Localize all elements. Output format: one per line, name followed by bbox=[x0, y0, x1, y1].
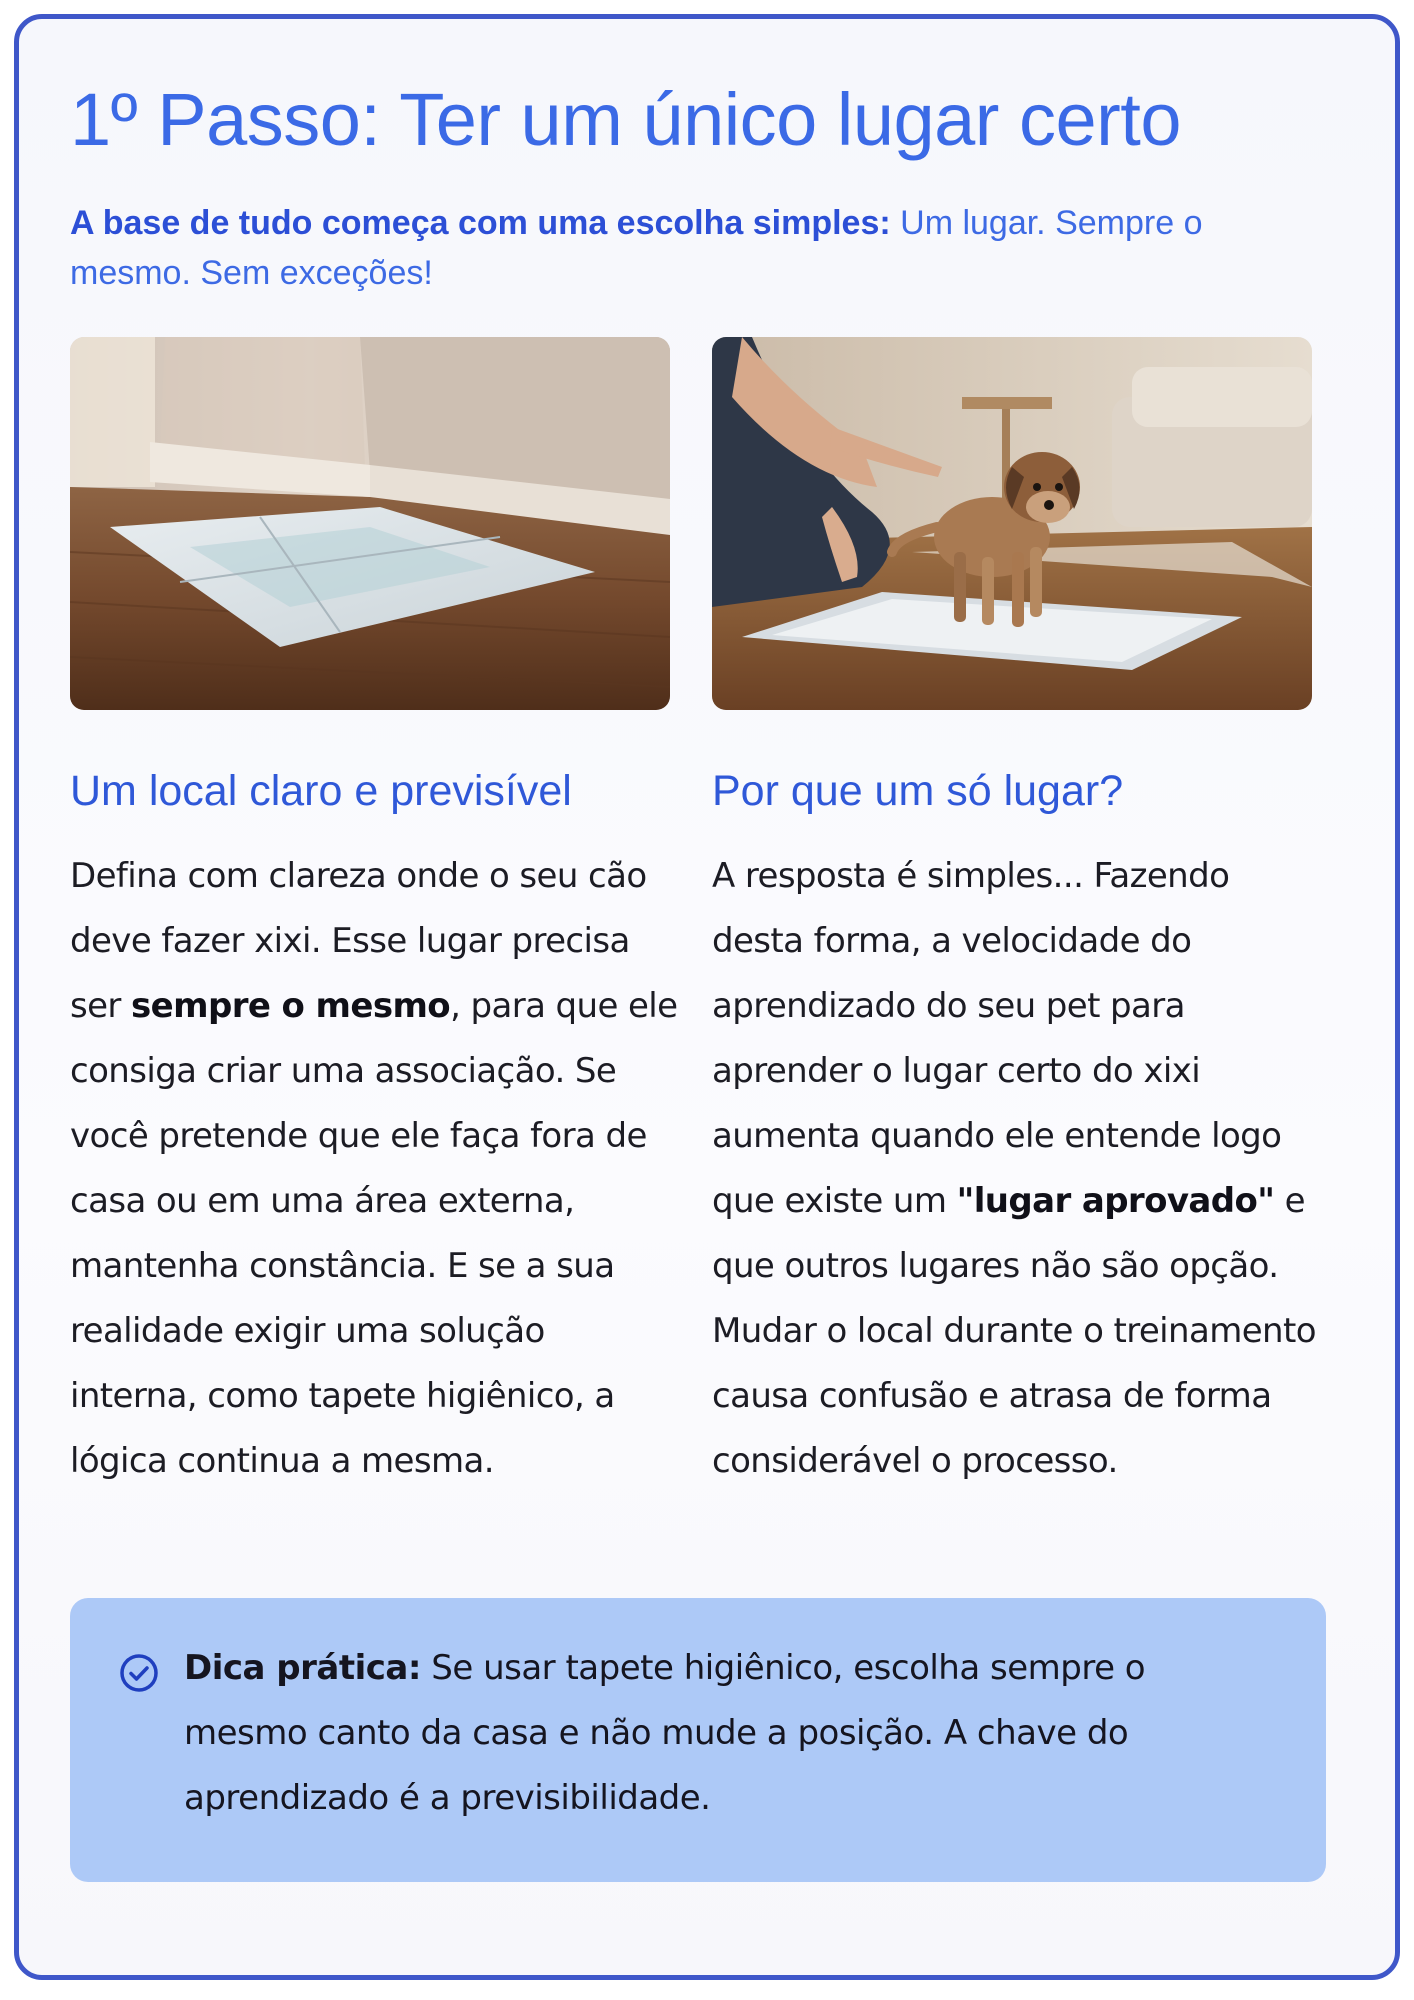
tip-text bbox=[184, 1636, 1274, 1831]
right-column-text bbox=[712, 844, 1322, 1494]
right-column bbox=[712, 760, 1322, 1494]
left-text-bold: sempre o mesmo bbox=[131, 986, 451, 1026]
pee-pad-image bbox=[70, 337, 670, 710]
tip-label: Dica prática: bbox=[184, 1648, 421, 1688]
check-circle-icon bbox=[118, 1652, 160, 1694]
subtitle-rest: Um lugar. Sempre o mesmo. Sem exceções! bbox=[70, 204, 1203, 292]
right-text-part-2: e que outros lugares não são opção. Mudar o local durante o treinamento causa confusão e atrasa de forma considerável o processo. bbox=[712, 1181, 1316, 1481]
left-column-heading: Um local claro e previsível bbox=[70, 767, 572, 815]
puppy-on-pad-photo bbox=[712, 337, 1312, 710]
puppy-image bbox=[712, 337, 1312, 710]
right-text-part-1: A resposta é simples... Fazendo desta forma, a velocidade do aprendizado do seu pet para aprender o lugar certo do xixi aumenta quando ele entende logo que existe um bbox=[712, 856, 1282, 1221]
tip-body: Se usar tapete higiênico, escolha sempre o mesmo canto da casa e não mude a posição. A chave do aprendizado é a previsibilidade. bbox=[184, 1648, 1146, 1818]
tip-box bbox=[70, 1598, 1326, 1882]
left-column-text bbox=[70, 844, 680, 1494]
left-column bbox=[70, 760, 680, 1494]
left-text-part-2: , para que ele consiga criar uma associação. Se você pretende que ele faça fora de casa ou em uma área externa, mantenha constância. E se a sua realidade exigir uma solução interna, como tapete higiênico, a lógica continua a mesma. bbox=[70, 986, 678, 1481]
left-text-part-1: Defina com clareza onde o seu cão deve fazer xixi. Esse lugar precisa ser bbox=[70, 856, 647, 1026]
pee-pad-photo bbox=[70, 337, 670, 710]
right-column-heading: Por que um só lugar? bbox=[712, 767, 1124, 815]
subtitle-strong: A base de tudo começa com uma escolha simples: bbox=[70, 204, 891, 242]
page-title: 1º Passo: Ter um único lugar certo bbox=[70, 78, 1181, 161]
right-text-bold: "lugar aprovado" bbox=[956, 1181, 1275, 1221]
page-subtitle bbox=[70, 198, 1320, 298]
